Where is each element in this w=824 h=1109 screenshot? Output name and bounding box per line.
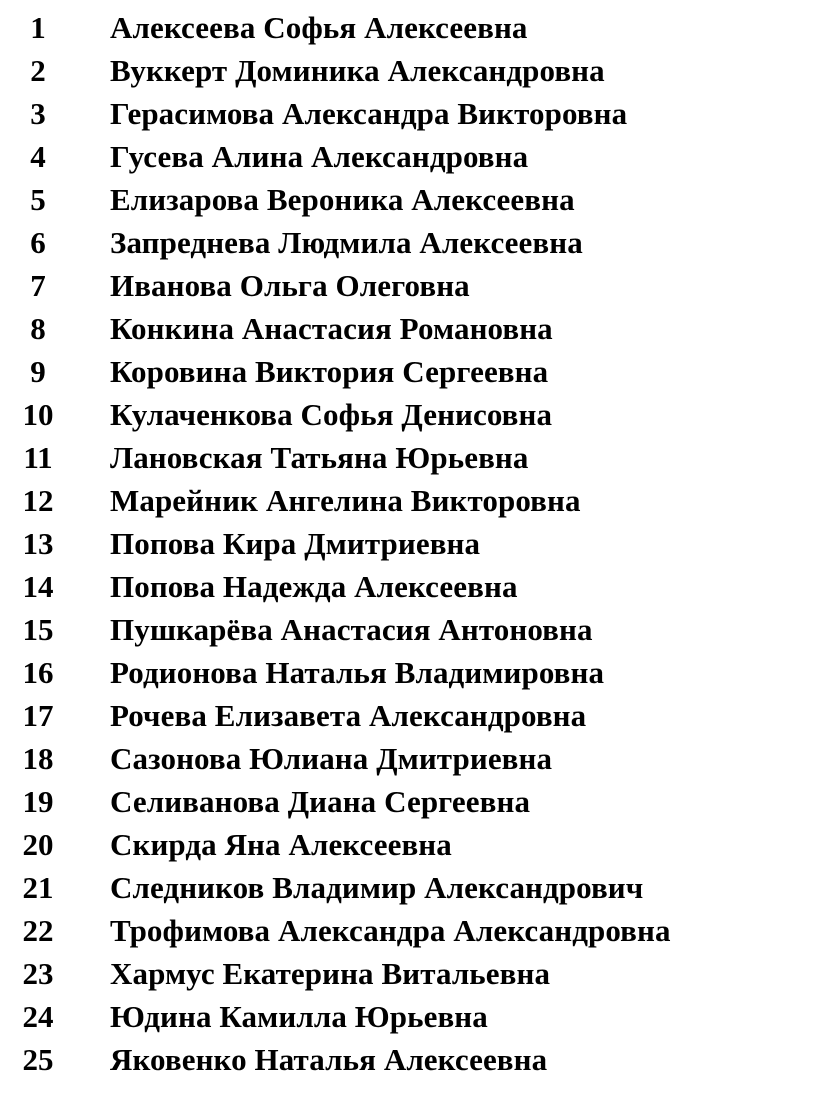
list-item [0, 651, 824, 694]
row-number: 6 [30, 225, 46, 260]
row-number: 15 [22, 612, 54, 647]
person-name: Пушкарёва Анастасия Антоновна [110, 612, 593, 647]
row-number: 4 [30, 139, 46, 174]
person-name: Лановская Татьяна Юрьевна [110, 440, 529, 475]
row-number: 10 [22, 397, 54, 432]
list-item [0, 135, 824, 178]
list-item [0, 694, 824, 737]
person-name: Вуккерт Доминика Александровна [110, 53, 605, 88]
person-name: Сазонова Юлиана Дмитриевна [110, 741, 553, 776]
person-name: Селиванова Диана Сергеевна [110, 784, 531, 819]
list-item [0, 737, 824, 780]
list-item [0, 780, 824, 823]
row-number: 20 [22, 827, 54, 862]
person-name: Рочева Елизавета Александровна [110, 698, 587, 733]
person-name: Хармус Екатерина Витальевна [110, 956, 551, 991]
list-item [0, 307, 824, 350]
person-name: Скирда Яна Алексеевна [110, 827, 452, 862]
person-name: Родионова Наталья Владимировна [110, 655, 605, 690]
row-number: 24 [22, 999, 54, 1034]
list-item [0, 565, 824, 608]
row-number: 11 [23, 440, 53, 475]
person-name: Елизарова Вероника Алексеевна [110, 182, 575, 217]
list-item [0, 909, 824, 952]
row-number: 2 [30, 53, 46, 88]
list-item [0, 995, 824, 1038]
list-item [0, 823, 824, 866]
person-name: Иванова Ольга Олеговна [110, 268, 470, 303]
person-name: Алексеева Софья Алексеевна [110, 10, 528, 45]
list-item [0, 608, 824, 651]
person-name: Следников Владимир Александрович [110, 870, 644, 905]
person-name: Марейник Ангелина Викторовна [110, 483, 581, 518]
person-name: Гусева Алина Александровна [110, 139, 529, 174]
person-name: Запреднева Людмила Алексеевна [110, 225, 583, 260]
person-name: Конкина Анастасия Романовна [110, 311, 553, 346]
list-item [0, 264, 824, 307]
row-number: 21 [22, 870, 54, 905]
row-number: 9 [30, 354, 46, 389]
list-item [0, 6, 824, 49]
row-number: 14 [22, 569, 54, 604]
person-name: Яковенко Наталья Алексеевна [110, 1042, 548, 1077]
list-item [0, 866, 824, 909]
row-number: 7 [30, 268, 46, 303]
row-number: 17 [22, 698, 54, 733]
list-item [0, 221, 824, 264]
list-item [0, 1038, 824, 1081]
row-number: 13 [22, 526, 54, 561]
person-name: Герасимова Александра Викторовна [110, 96, 628, 131]
row-number: 12 [22, 483, 54, 518]
name-list [0, 6, 824, 1081]
row-number: 8 [30, 311, 46, 346]
list-item [0, 522, 824, 565]
row-number: 22 [22, 913, 54, 948]
row-number: 16 [22, 655, 54, 690]
list-item [0, 479, 824, 522]
list-item [0, 952, 824, 995]
person-name: Попова Надежда Алексеевна [110, 569, 518, 604]
row-number: 3 [30, 96, 46, 131]
person-name: Кулаченкова Софья Денисовна [110, 397, 553, 432]
list-item [0, 92, 824, 135]
list-item [0, 178, 824, 221]
person-name: Коровина Виктория Сергеевна [110, 354, 549, 389]
row-number: 19 [22, 784, 54, 819]
row-number: 1 [30, 10, 46, 45]
row-number: 18 [22, 741, 54, 776]
row-number: 5 [30, 182, 46, 217]
person-name: Попова Кира Дмитриевна [110, 526, 481, 561]
row-number: 23 [22, 956, 54, 991]
list-item [0, 436, 824, 479]
row-number: 25 [22, 1042, 54, 1077]
list-item [0, 350, 824, 393]
list-item [0, 49, 824, 92]
list-item [0, 393, 824, 436]
person-name: Трофимова Александра Александровна [110, 913, 671, 948]
person-name: Юдина Камилла Юрьевна [110, 999, 488, 1034]
